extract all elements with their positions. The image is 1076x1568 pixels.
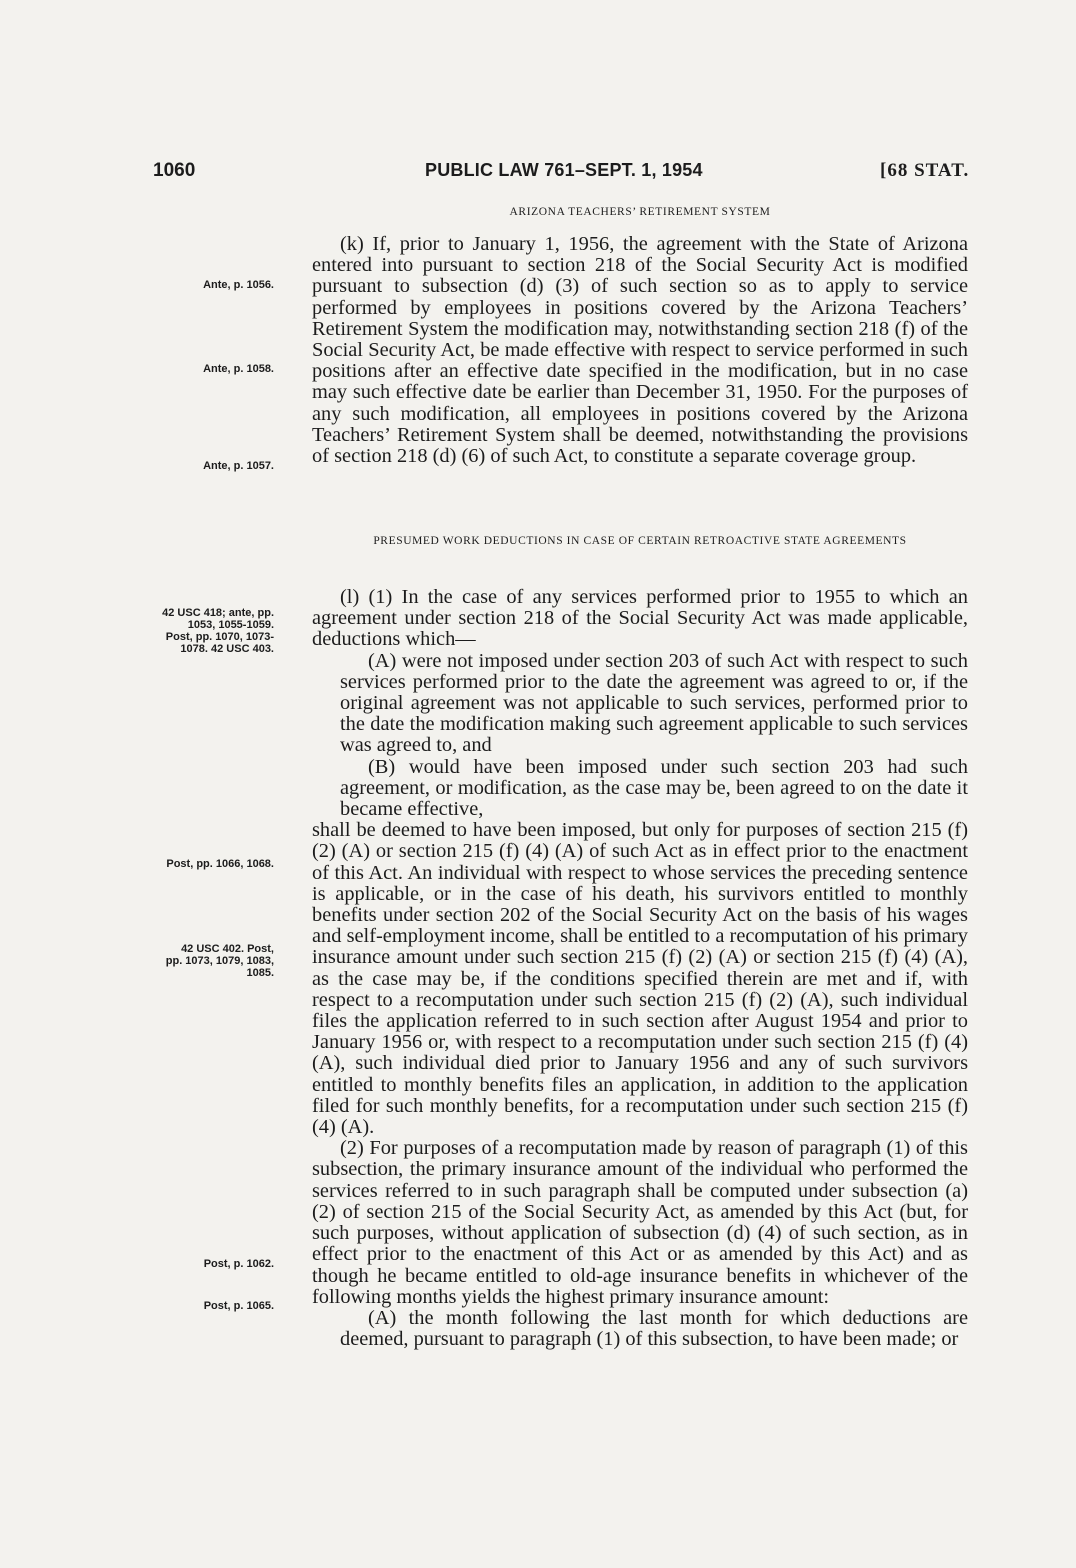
- margin-note: Post, p. 1065.: [203, 1300, 274, 1312]
- paragraph-k: (k) If, prior to January 1, 1956, the agreement with the State of Arizona entered into pursuant to section 218 of the Social Security Act is modified pursuant to subsection (d) (3) of such section so as to apply to service performed by employees in positions covered by the Arizona Teachers’ Retirement System the modification may, notwithstanding section 218 (f) of the Social Security Act, be made effective with respect to service performed in such positions after an effective date specified in the modification, but in no case may such effective date be earlier than December 31, 1950. For the purposes of any such modification, all employees in positions covered by the Arizona Teachers’ Retirement System shall be deemed, notwithstanding the provisions of section 218 (d) (6) of such Act, to constitute a separate coverage group.: [312, 233, 968, 468]
- margin-note: Ante, p. 1056.: [203, 279, 274, 291]
- body-block-presumed: [312, 587, 968, 1350]
- margin-note: Post, p. 1062.: [203, 1258, 274, 1270]
- margin-note: Ante, p. 1057.: [203, 460, 274, 472]
- margin-note: 42 USC 402. Post, pp. 1073, 1079, 1083, 1085.: [165, 943, 274, 979]
- section-heading-arizona: ARIZONA TEACHERS’ RETIREMENT SYSTEM: [509, 206, 771, 218]
- paragraph-l1-b: (B) would have been imposed under such section 203 had such agreement, or modification, as the case may be, been agreed to on the date it became effective,: [340, 755, 968, 821]
- paragraph-l1-intro: (l) (1) In the case of any services performed prior to 1955 to which an agreement under section 218 of the Social Security Act was made applicable, deductions which—: [312, 586, 968, 651]
- margin-note: Post, pp. 1066, 1068.: [166, 858, 274, 870]
- margin-note: 42 USC 418; ante, pp. 1053, 1055-1059. Post, pp. 1070, 1073-1078. 42 USC 403.: [162, 607, 274, 655]
- page-number: 1060: [153, 160, 196, 181]
- paragraph-l2-intro: (2) For purposes of a recomputation made by reason of paragraph (1) of this subsection, the primary insurance amount of the individual who performed the services referred to in such paragraph shall be computed under subsection (a) (2) of section 215 of the Social Security Act, as amended by this Act (but, for such purposes, without application of subsection (d) (4) of such section, as in effect prior to the enactment of this Act or as amended by this Act) and as though he became entitled to old-age insurance benefits in whichever of the following months yields the highest primary insurance amount:: [312, 1137, 968, 1308]
- paragraph-l2-a: (A) the month following the last month for which deductions are deemed, pursuant to paragraph (1) of this subsection, to have been made; or: [340, 1306, 968, 1351]
- body-block-arizona: [312, 234, 968, 467]
- volume-reference: [68 STAT.: [880, 160, 970, 181]
- paragraph-l1-a: (A) were not imposed under section 203 of such Act with respect to such services performed prior to the date the agreement was agreed to or, if the original agreement was not applicable to such services, performed prior to the date the modification making such agreement applicable to such services was agreed to, and: [340, 649, 968, 757]
- margin-note: Ante, p. 1058.: [203, 363, 274, 375]
- paragraph-l1-rest: shall be deemed to have been imposed, but only for purposes of section 215 (f) (2) (A) or section 215 (f) (4) (A) of such Act as in effect prior to the enactment of this Act. An individual with respect to whose services the preceding sentence is applicable, or in the case of his death, his survivors entitled to monthly benefits under section 202 of the Social Security Act on the basis of his wages and self-employment income, shall be entitled to a recomputation of his primary insurance amount under such section 215 (f) (2) (A) or section 215 (f) (4) (A), as the case may be, if the conditions specified therein are met and if, with respect to a recomputation under such section 215 (f) (2) (A), such individual files the application referred to in such section after August 1954 and prior to January 1956 or, with respect to a recomputation under such section 215 (f) (4) (A), such individual died prior to January 1956 and any of such survivors entitled to monthly benefits files an application, in addition to the application filed for such monthly benefits, for a recomputation under such section 215 (f) (4) (A).: [312, 819, 968, 1139]
- running-head: PUBLIC LAW 761–SEPT. 1, 1954: [425, 160, 703, 180]
- section-heading-presumed: PRESUMED WORK DEDUCTIONS IN CASE OF CERTAIN RETROACTIVE STATE AGREEMENTS: [373, 535, 907, 547]
